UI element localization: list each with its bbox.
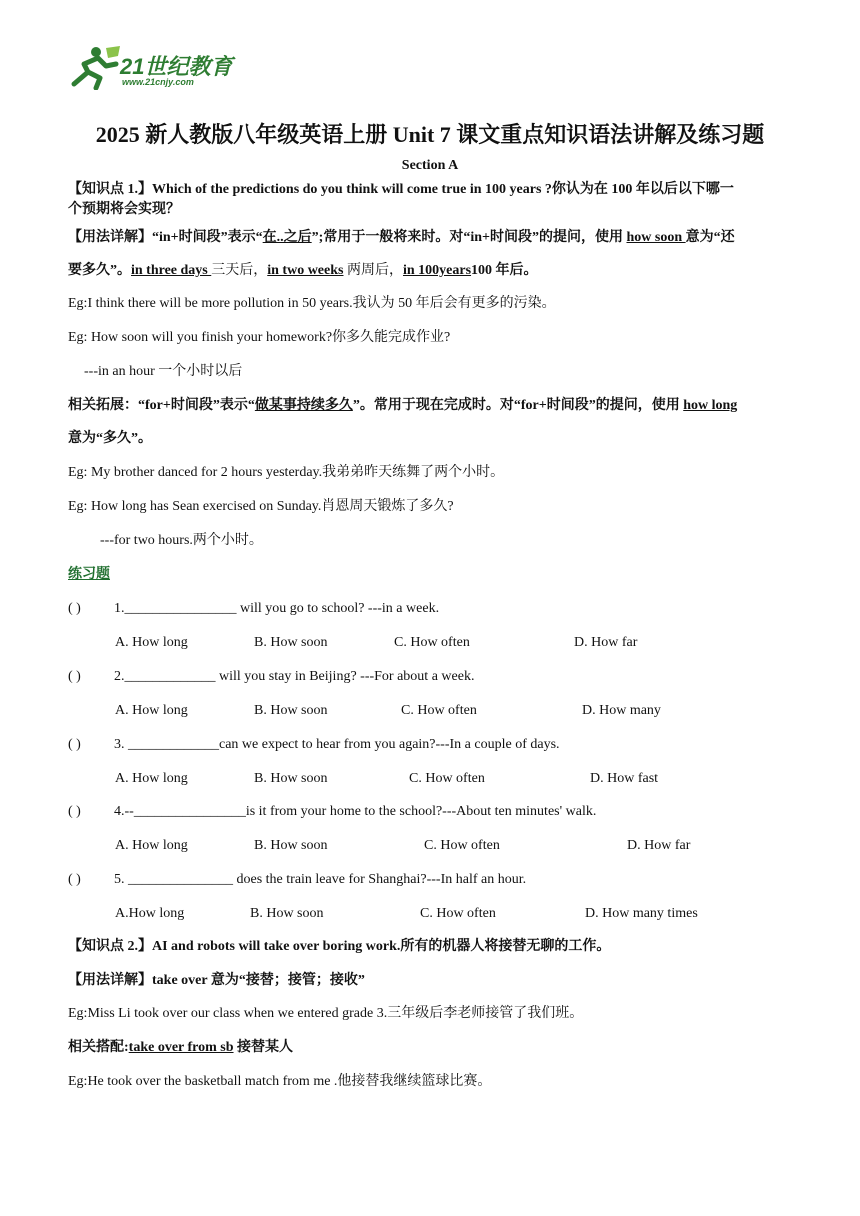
kp1-example4-answer: ---for two hours.两个小时。 <box>100 533 263 548</box>
kp2-example1: Eg:Miss Li took over our class when we entered grade 3.三年级后李老师接管了我们班。 <box>68 1006 584 1021</box>
answer-blank[interactable]: ( ) <box>68 804 81 819</box>
answer-blank[interactable]: ( ) <box>68 601 81 616</box>
kp1-usage-b3: 两周后， <box>343 263 403 278</box>
kp2-usage: 【用法详解】take over 意为“接替；接管；接收” <box>68 973 365 988</box>
kp1-example1: Eg:I think there will be more pollution in 50 years.我认为 50 年后会有更多的污染。 <box>68 296 556 311</box>
kp1-how-long: how long <box>683 398 738 413</box>
option-b[interactable]: B. How soon <box>250 906 324 921</box>
kp1-usage-line1 <box>68 228 735 248</box>
kp1-example3: Eg: My brother danced for 2 hours yesterday.我弟弟昨天练舞了两个小时。 <box>68 465 505 480</box>
kp1-extension-line1 <box>68 396 737 416</box>
answer-blank[interactable]: ( ) <box>68 872 81 887</box>
kp2-collocation <box>68 1038 293 1058</box>
logo-brand: 21世纪教育 <box>120 54 233 79</box>
exercise-question: 5. _______________ does the train leave for Shanghai?---In half an hour. <box>114 872 527 887</box>
option-a[interactable]: A.How long <box>115 906 185 921</box>
option-a[interactable]: A. How long <box>115 838 188 853</box>
option-c[interactable]: C. How often <box>424 838 500 853</box>
exercise-question: 2._____________ will you stay in Beijing? ---For about a week. <box>114 669 475 684</box>
kp1-usage-text: 【用法详解】“in+时间段”表示“ <box>68 230 263 245</box>
answer-blank[interactable]: ( ) <box>68 737 81 752</box>
option-a[interactable]: A. How long <box>115 771 188 786</box>
kp2-coll-label: 相关搭配: <box>68 1040 129 1055</box>
option-a[interactable]: A. How long <box>115 635 188 650</box>
kp2-coll-phrase: take over from sb <box>128 1040 234 1055</box>
kp1-example2: Eg: How soon will you finish your homework?你多久能完成作业? <box>68 330 451 345</box>
option-b[interactable]: B. How soon <box>254 703 328 718</box>
option-c[interactable]: C. How often <box>394 635 470 650</box>
option-b[interactable]: B. How soon <box>254 838 328 853</box>
kp2-heading: 【知识点 2.】AI and robots will take over boring work.所有的机器人将接替无聊的工作。 <box>68 939 611 954</box>
runner-logo-icon <box>66 44 122 90</box>
kp1-heading-line1: 【知识点 1.】Which of the predictions do you think will come true in 100 years ?你认为在 100 年以后以下哪一 <box>68 182 734 197</box>
section-heading: Section A <box>401 158 459 173</box>
kp1-ext-text2: ”。常用于现在完成时。对“for+时间段”的提问，使用 <box>352 398 684 413</box>
kp1-heading-line2: 个预期将会实现？ <box>68 202 180 217</box>
kp1-in-100years: in 100years <box>402 263 472 278</box>
kp1-in-two-weeks: in two weeks <box>267 263 344 278</box>
kp1-usage-b4: 100 年后。 <box>471 263 538 278</box>
logo <box>66 44 246 94</box>
option-b[interactable]: B. How soon <box>254 771 328 786</box>
kp1-in-three-days: in three days <box>131 263 212 278</box>
exercise-question: 3. _____________can we expect to hear from you again?---In a couple of days. <box>114 737 560 752</box>
kp1-usage-text3: 意为“还 <box>685 230 735 245</box>
exercise-question: 4.--________________is it from your home to the school?---About ten minutes' walk. <box>114 804 597 819</box>
option-c[interactable]: C. How often <box>420 906 496 921</box>
answer-blank[interactable]: ( ) <box>68 669 81 684</box>
option-d[interactable]: D. How far <box>627 838 691 853</box>
kp1-example4: Eg: How long has Sean exercised on Sunday.肖恩周天锻炼了多久? <box>68 499 454 514</box>
kp1-extension-line2: 意为“多久”。 <box>68 431 152 446</box>
option-c[interactable]: C. How often <box>401 703 477 718</box>
option-d[interactable]: D. How far <box>574 635 638 650</box>
document-title: 2025 新人教版八年级英语上册 Unit 7 课文重点知识语法讲解及练习题 <box>95 122 765 147</box>
kp2-example2: Eg:He took over the basketball match from me .他接替我继续篮球比赛。 <box>68 1074 492 1089</box>
option-b[interactable]: B. How soon <box>254 635 328 650</box>
kp2-coll-meaning: 接替某人 <box>233 1040 294 1055</box>
kp1-how-soon: how soon <box>626 230 686 245</box>
exercises-heading: 练习题 <box>68 567 110 582</box>
exercise-question: 1.________________ will you go to school? ---in a week. <box>114 601 440 616</box>
option-d[interactable]: D. How many <box>582 703 661 718</box>
option-a[interactable]: A. How long <box>115 703 188 718</box>
option-d[interactable]: D. How fast <box>590 771 659 786</box>
kp1-usage-b2: 三天后， <box>211 263 268 278</box>
option-d[interactable]: D. How many times <box>585 906 698 921</box>
logo-url: www.21cnjy.com <box>122 77 194 87</box>
kp1-ext-text: 相关拓展：“for+时间段”表示“ <box>68 398 255 413</box>
kp1-usage-line2 <box>68 261 538 281</box>
option-c[interactable]: C. How often <box>409 771 485 786</box>
kp1-usage-underline: 在..之后 <box>262 230 312 245</box>
kp1-usage-text2: ”;常用于一般将来时。对“in+时间段”的提问，使用 <box>311 230 627 245</box>
kp1-example2-answer: ---in an hour 一个小时以后 <box>84 364 243 379</box>
kp1-usage-b1: 要多久”。 <box>68 263 131 278</box>
kp1-ext-underline: 做某事持续多久 <box>254 398 353 413</box>
